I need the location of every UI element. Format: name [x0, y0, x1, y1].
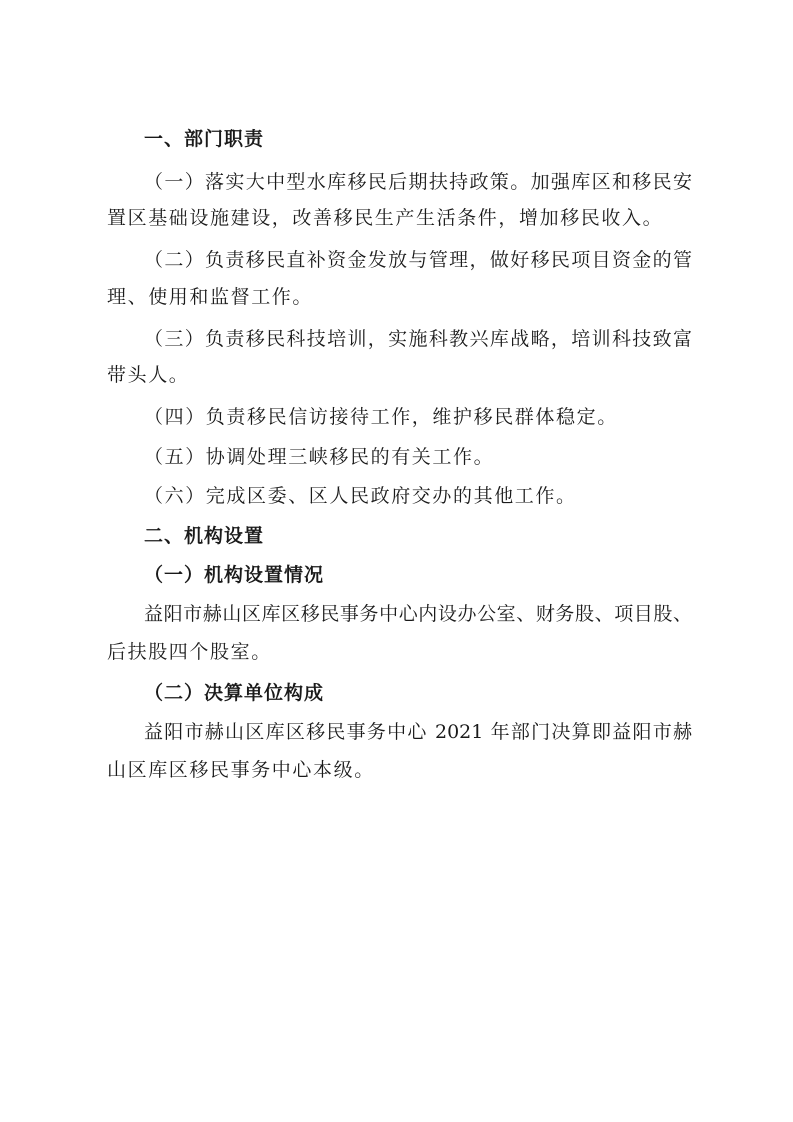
budget-units-line-1: 益阳市赫山区库区移民事务中心 2021 年部门决算即益阳市赫	[144, 721, 692, 743]
duty-item-3-line-1: （三）负责移民科技培训，实施科教兴库战略，培训科技致富	[144, 328, 692, 350]
subheading-org-setup-status: （一）机构设置情况	[144, 564, 325, 586]
section-heading-org-setup: 二、机构设置	[144, 525, 265, 547]
duty-item-4: （四）负责移民信访接待工作，维护移民群体稳定。	[144, 406, 618, 428]
section-heading-dept-duties: 一、部门职责	[144, 128, 265, 150]
duty-item-1-line-1: （一）落实大中型水库移民后期扶持政策。加强库区和移民安	[144, 171, 692, 193]
org-setup-line-1: 益阳市赫山区库区移民事务中心内设办公室、财务股、项目股、	[144, 603, 692, 625]
subheading-budget-units: （二）决算单位构成	[144, 682, 325, 704]
duty-item-5: （五）协调处理三峡移民的有关工作。	[144, 446, 495, 468]
duty-item-1-line-2: 置区基础设施建设，改善移民生产生活条件，增加移民收入。	[107, 207, 664, 229]
org-setup-line-2: 后扶股四个股室。	[107, 641, 272, 663]
duty-item-2-line-1: （二）负责移民直补资金发放与管理，做好移民项目资金的管	[144, 249, 692, 271]
duty-item-6: （六）完成区委、区人民政府交办的其他工作。	[144, 485, 577, 507]
budget-units-line-2: 山区库区移民事务中心本级。	[107, 759, 375, 781]
duty-item-3-line-2: 带头人。	[107, 364, 190, 386]
duty-item-2-line-2: 理、使用和监督工作。	[107, 286, 314, 308]
